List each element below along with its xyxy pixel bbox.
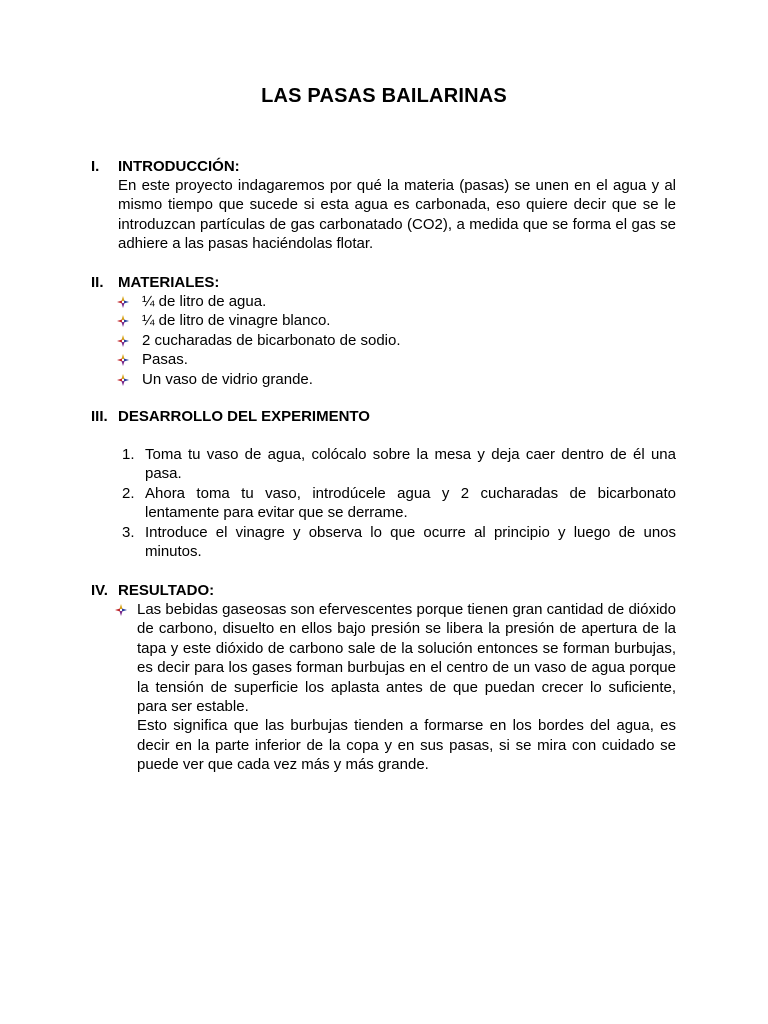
arrow-bullet-icon [117, 296, 129, 308]
result-paragraph: Esto significa que las burbujas tienden a formarse en los bordes del agua, es decir en la parte inferior de la copa y en sus pasas, si se mira con cuidado se puede ver que cada vez más y más grande. [137, 717, 676, 774]
section-heading [91, 157, 676, 176]
list-item [122, 445, 676, 484]
material-text: ¼ de litro de vinagre blanco. [142, 312, 331, 330]
section-title: INTRODUCCIÓN: [118, 158, 240, 175]
section-introduction [91, 157, 676, 254]
step-text: Ahora toma tu vaso, introdúcele agua y 2 cucharadas de bicarbonato lentamente para evitar que se derrame. [145, 484, 676, 522]
arrow-bullet-icon [117, 335, 129, 347]
section-materials [91, 273, 676, 389]
list-item [142, 331, 676, 350]
section-heading [91, 273, 676, 292]
introduction-paragraph: En este proyecto indagaremos por qué la materia (pasas) se unen en el agua y al mismo tiempo que sucede si esta agua es carbonada, eso quiere decir que se le introduzcan partículas de gas carbonatado (CO2), a medida que se forma el gas se adhiere a las pasas haciéndolas flotar. [118, 177, 676, 253]
result-paragraph: Las bebidas gaseosas son efervescentes porque tienen gran cantidad de dióxido de carbono, disuelto en ellos bajo presión se libera la presión de apertura de la tapa y este dióxido de carbono sale de la solución entonces se forman burbujas, es decir para los gases forman burbujas en el centro de un vaso de agua porque la tensión de superficie los aplasta antes de que puedan crecer lo suficiente, para ser estable. [137, 601, 676, 716]
material-text: ¼ de litro de agua. [142, 293, 267, 310]
list-item [142, 370, 676, 389]
step-number: 2. [122, 484, 135, 502]
section-heading [91, 407, 676, 426]
arrow-bullet-icon [115, 604, 127, 616]
list-item [142, 350, 676, 369]
material-text: 2 cucharadas de bicarbonato de sodio. [142, 331, 401, 349]
arrow-bullet-icon [117, 354, 129, 366]
list-item [142, 292, 676, 311]
step-text: Toma tu vaso de agua, colócalo sobre la mesa y deja caer dentro de él una pasa. [145, 446, 676, 483]
steps-list [122, 445, 676, 561]
list-item [137, 600, 676, 775]
section-result [91, 581, 676, 775]
list-item [122, 523, 676, 562]
section-number: IV. [91, 582, 108, 599]
arrow-bullet-icon [117, 315, 129, 327]
section-title: RESULTADO: [118, 582, 215, 599]
section-number: I. [91, 158, 100, 175]
step-text: Introduce el vinagre y observa lo que ocurre al principio y luego de unos minutos. [145, 523, 676, 561]
arrow-bullet-icon [117, 374, 129, 386]
materials-list [142, 292, 676, 389]
step-number: 3. [122, 523, 135, 541]
material-text: Un vaso de vidrio grande. [142, 370, 313, 388]
section-title: DESARROLLO DEL EXPERIMENTO [118, 408, 370, 425]
list-item [122, 484, 676, 523]
section-number: III. [91, 408, 108, 425]
material-text: Pasas. [142, 351, 188, 369]
section-heading [91, 581, 676, 600]
result-list [137, 600, 676, 775]
step-number: 1. [122, 446, 135, 463]
section-title: MATERIALES: [118, 274, 220, 291]
document-title: LAS PASAS BAILARINAS [261, 85, 507, 107]
section-number: II. [91, 274, 104, 291]
section-development [91, 407, 676, 561]
list-item [142, 311, 676, 330]
